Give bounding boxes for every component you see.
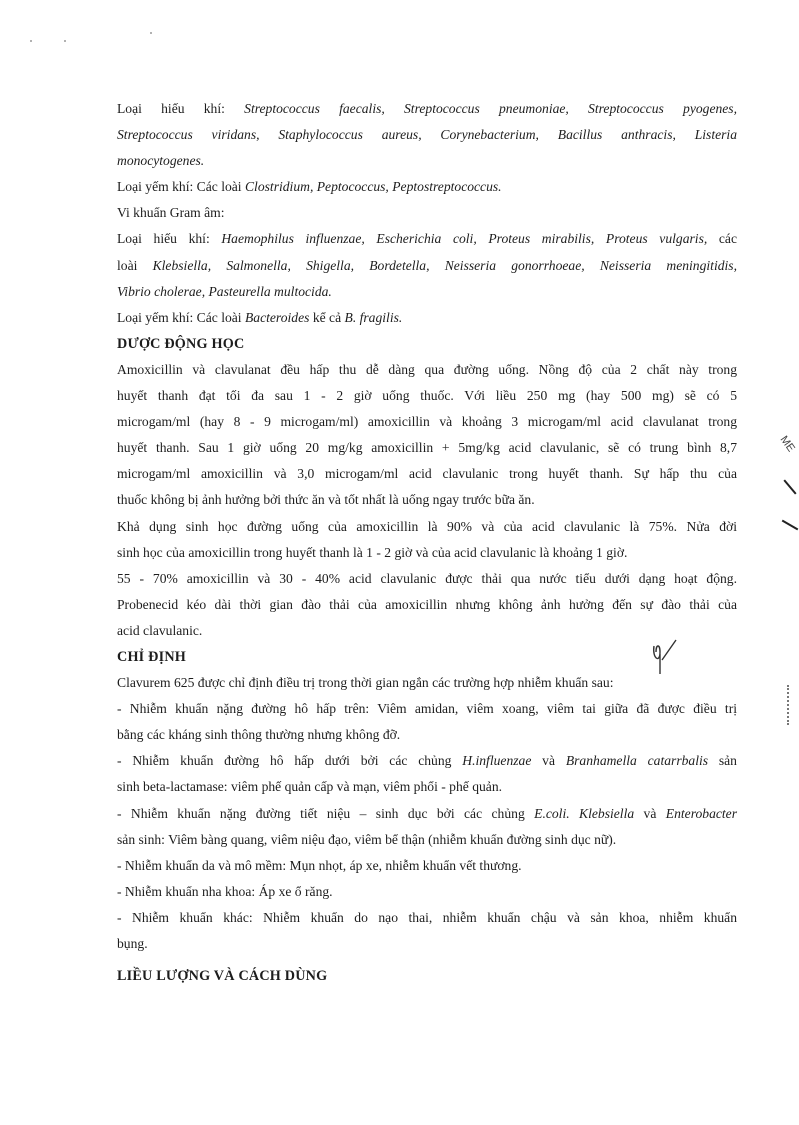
gram-negative-title: Vi khuẩn Gram âm: xyxy=(117,205,225,221)
aerobic-gram-positive-line-2: Streptococcus viridans, Staphylococcus aureus, Corynebacterium, Bacillus anthracis, Listeria xyxy=(117,127,737,143)
pharmacokinetics-heading: DƯỢC ĐỘNG HỌC xyxy=(117,335,245,352)
pharmacokinetics-line: huyết thanh đạt tối đa sau 1 - 2 giờ uống thuốc. Với liều 250 mg (hay 500 mg) sẽ có 5 xyxy=(117,388,737,404)
indication-item-line: - Nhiễm khuẩn nặng đường hô hấp trên: Viêm amidan, viêm xoang, viêm tai giữa đã được điều trị xyxy=(117,701,737,717)
pharmacokinetics-line: Khả dụng sinh học đường uống của amoxicillin là 90% và của acid clavulanic là 75%. Nửa đời xyxy=(117,518,737,534)
indication-item-line: bằng các kháng sinh thông thường nhưng không đỡ. xyxy=(117,727,401,743)
indication-item-line: - Nhiễm khuẩn nặng đường tiết niệu – sinh dục bởi các chủng E.coli. Klebsiella và Enterobacter xyxy=(117,805,738,821)
initials-signature xyxy=(648,636,682,676)
indications-heading: CHỈ ĐỊNH xyxy=(117,648,186,665)
indication-item-line: - Nhiễm khuẩn da và mô mềm: Mụn nhọt, áp xe, nhiễm khuẩn vết thương. xyxy=(117,857,522,873)
scan-speck xyxy=(150,32,152,34)
document-body xyxy=(117,96,737,989)
pharmacokinetics-line: Amoxicillin và clavulanat đều hấp thu dễ dàng qua đường uống. Nồng độ của 2 chất này trong xyxy=(117,361,737,377)
pharmacokinetics-line: thuốc không bị ảnh hưởng bởi thức ăn và tốt nhất là uống ngay trước bữa ăn. xyxy=(117,492,535,508)
pharmacokinetics-line: acid clavulanic. xyxy=(117,622,203,638)
aerobic-gram-negative-line-3: Vibrio cholerae, Pasteurella multocida. xyxy=(117,283,332,299)
indication-item-line: - Nhiễm khuẩn đường hô hấp dưới bởi các chủng H.influenzae và Branhamella catarrbalis sản xyxy=(117,753,737,769)
edge-mark xyxy=(777,685,789,725)
indication-item-line: sản sinh: Viêm bàng quang, viêm niệu đạo, viêm bể thận (nhiễm khuẩn đường sinh dục nữ). xyxy=(117,831,617,847)
pharmacokinetics-line: microgam/ml amoxicillin và 3,0 microgam/ml acid clavulanic trong huyết thanh. Sự hấp thu của xyxy=(117,466,737,482)
indication-item-line: sinh beta-lactamase: viêm phế quản cấp và mạn, viêm phổi - phế quản. xyxy=(117,779,503,795)
edge-mark xyxy=(782,520,799,531)
scan-speck xyxy=(30,40,32,42)
anaerobic-gram-positive-line: Loại yếm khí: Các loài Clostridium, Peptococcus, Peptostreptococcus. xyxy=(117,179,502,195)
indication-item-line: - Nhiễm khuẩn nha khoa: Áp xe ổ răng. xyxy=(117,883,333,899)
pharmacokinetics-line: sinh học của amoxicillin trong huyết thanh là 1 - 2 giờ và của acid clavulanic là khoảng 1 giờ. xyxy=(117,544,628,560)
aerobic-gram-negative-line-1: Loại hiếu khí: Haemophilus influenzae, Escherichia coli, Proteus mirabilis, Proteus vulgaris, các xyxy=(117,231,737,247)
indications-intro: Clavurem 625 được chỉ định điều trị trong thời gian ngắn các trường hợp nhiễm khuẩn sau: xyxy=(117,675,614,691)
pharmacokinetics-line: Probenecid kéo dài thời gian đào thải của amoxicillin nhưng không ảnh hưởng đến sự đào thải của xyxy=(117,596,737,612)
edge-stamp-fragment: ME xyxy=(777,433,797,455)
edge-mark xyxy=(783,479,796,494)
dosage-heading: LIỀU LƯỢNG VÀ CÁCH DÙNG xyxy=(117,968,328,985)
pharmacokinetics-line: microgam/ml (hay 8 - 9 microgam/ml) amoxicillin và khoảng 3 microgam/ml acid clavulanat trong xyxy=(117,414,737,430)
aerobic-gram-positive-line-1: Loại hiếu khí: Streptococcus faecalis, Streptococcus pneumoniae, Streptococcus pyogenes, xyxy=(117,101,737,116)
indication-item-line: - Nhiễm khuẩn khác: Nhiễm khuẩn do nạo thai, nhiễm khuẩn chậu và sản khoa, nhiễm khuẩn xyxy=(117,909,737,925)
aerobic-gram-positive-line-3: monocytogenes. xyxy=(117,153,205,169)
scan-speck xyxy=(64,40,66,42)
margin-stamp-marks xyxy=(769,430,799,750)
anaerobic-gram-negative-line: Loại yếm khí: Các loài Bacteroides kể cả B. fragilis. xyxy=(117,309,403,325)
aerobic-gram-negative-line-2: loài Klebsiella, Salmonella, Shigella, Bordetella, Neisseria gonorrhoeae, Neisseria meningitidis, xyxy=(117,257,737,273)
pharmacokinetics-line: 55 - 70% amoxicillin và 30 - 40% acid clavulanic được thải qua nước tiểu dưới dạng hoạt động. xyxy=(117,570,737,586)
pharmacokinetics-line: huyết thanh. Sau 1 giờ uống 20 mg/kg amoxicillin + 5mg/kg acid clavulanic, sẽ có trung bình 8,7 xyxy=(117,440,737,456)
indication-item-line: bụng. xyxy=(117,936,148,951)
